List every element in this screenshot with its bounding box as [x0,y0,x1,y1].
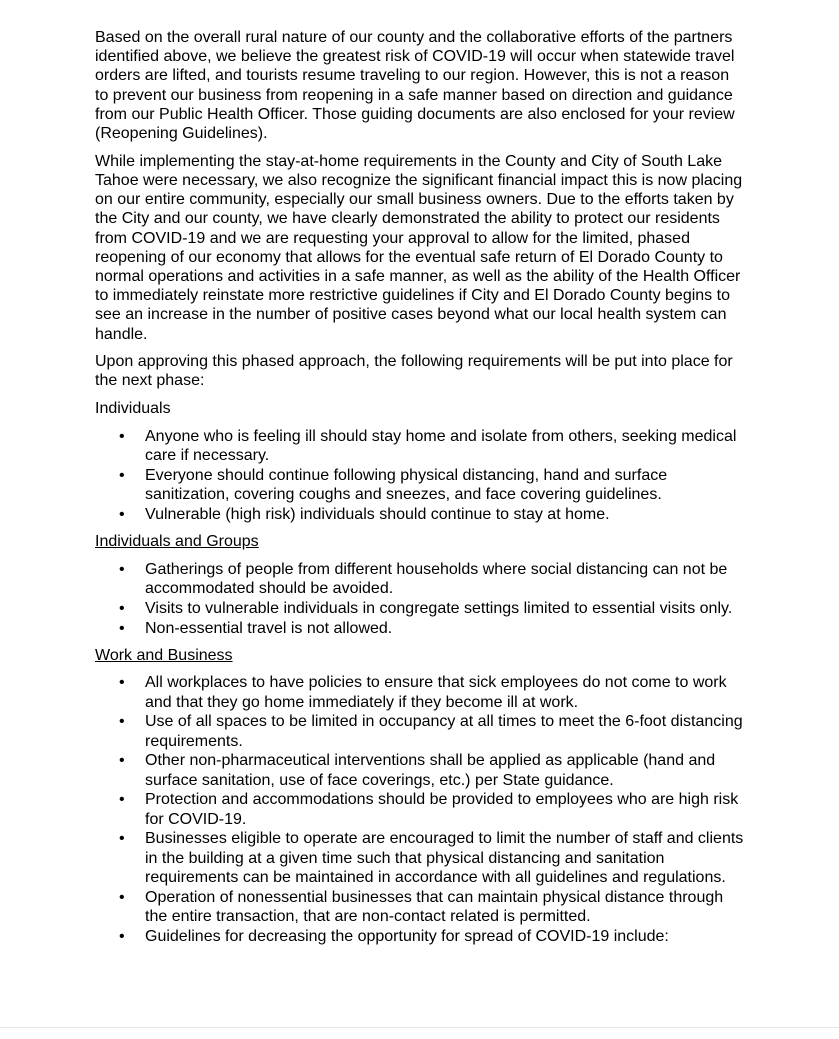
bullet-icon: • [119,619,125,637]
bullet-list-individuals [95,427,745,524]
list-item: • Guidelines for decreasing the opportunity for spread of COVID-19 include: [119,927,669,945]
list-item: • Non-essential travel is not allowed. [119,619,393,637]
bullet-icon: • [119,752,125,770]
section-heading-individuals-and-groups: Individuals and Groups [95,533,259,551]
section-heading-work-and-business: Work and Business [95,646,233,664]
list-item: • Protection and accommodations should be provided to employees who are high risk for COVID-19. [119,791,739,828]
list-item: • Businesses eligible to operate are encouraged to limit the number of staff and clients in the building at a given time such that physical distancing and sanitation requirements can be maintained in accordance with all guidelines and regulations. [119,830,744,886]
list-item: • Visits to vulnerable individuals in congregate settings limited to essential visits only. [119,599,733,617]
bullet-list-work-and-business [95,673,745,945]
paragraph-phased-approach: Upon approving this phased approach, the following requirements will be put into place for the next phase: [95,353,733,390]
bullet-icon: • [119,713,125,731]
list-item: • All workplaces to have policies to ensure that sick employees do not come to work and that they go home immediately if they become ill at work. [119,674,727,711]
bullet-icon: • [119,888,125,906]
list-item: • Other non-pharmaceutical interventions shall be applied as applicable (hand and surface sanitation, use of face coverings, etc.) per State guidance. [119,752,716,789]
list-item: • Vulnerable (high risk) individuals should continue to stay at home. [119,505,610,523]
list-item: • Gatherings of people from different households where social distancing can not be accommodated should be avoided. [119,560,728,597]
bullet-icon: • [119,927,125,945]
list-item: • Anyone who is feeling ill should stay home and isolate from others, seeking medical care if necessary. [119,427,737,465]
list-item: • Everyone should continue following physical distancing, hand and surface sanitization, covering coughs and sneezes, and face covering guidelines. [119,466,668,504]
bullet-icon: • [119,674,125,692]
bullet-icon: • [119,830,125,848]
bullet-icon: • [119,427,125,445]
paragraph-rural-risk: Based on the overall rural nature of our county and the collaborative efforts of the partners identified above, we believe the greatest risk of COVID-19 will occur when statewide travel orders are lifted, and tourists resume traveling to our region. However, this is not a reason to prevent our business from reopening in a safe manner based on direction and guidance from our Public Health Officer. Those guiding documents are also enclosed for your review (Reopening Guidelines). [95,29,735,143]
list-item: • Use of all spaces to be limited in occupancy at all times to meet the 6-foot distancing requirements. [119,713,743,750]
list-item: • Operation of nonessential businesses that can maintain physical distance through the entire transaction, that are non-contact related is permitted. [119,888,724,925]
section-heading-individuals: Individuals [95,400,171,418]
bullet-icon: • [119,505,125,523]
bullet-icon: • [119,466,125,484]
document-body [95,28,745,954]
bullet-icon: • [119,560,125,578]
bullet-list-individuals-and-groups [95,560,745,638]
paragraph-financial-impact: While implementing the stay-at-home requirements in the County and City of South Lake Tahoe were necessary, we also recognize the significant financial impact this is now placing on our entire community, especially our small business owners. Due to the efforts taken by the City and our county, we have clearly demonstrated the ability to protect our residents from COVID-19 and we are requesting your approval to allow for the limited, phased reopening of our economy that allows for the eventual safe return of El Dorado County to normal operations and activities in a safe manner, as well as the ability of the Health Officer to immediately reinstate more restrictive guidelines if City and El Dorado County begins to see an increase in the number of positive cases beyond what our local health system can handle. [95,152,743,343]
bullet-icon: • [119,599,125,617]
bullet-icon: • [119,791,125,809]
